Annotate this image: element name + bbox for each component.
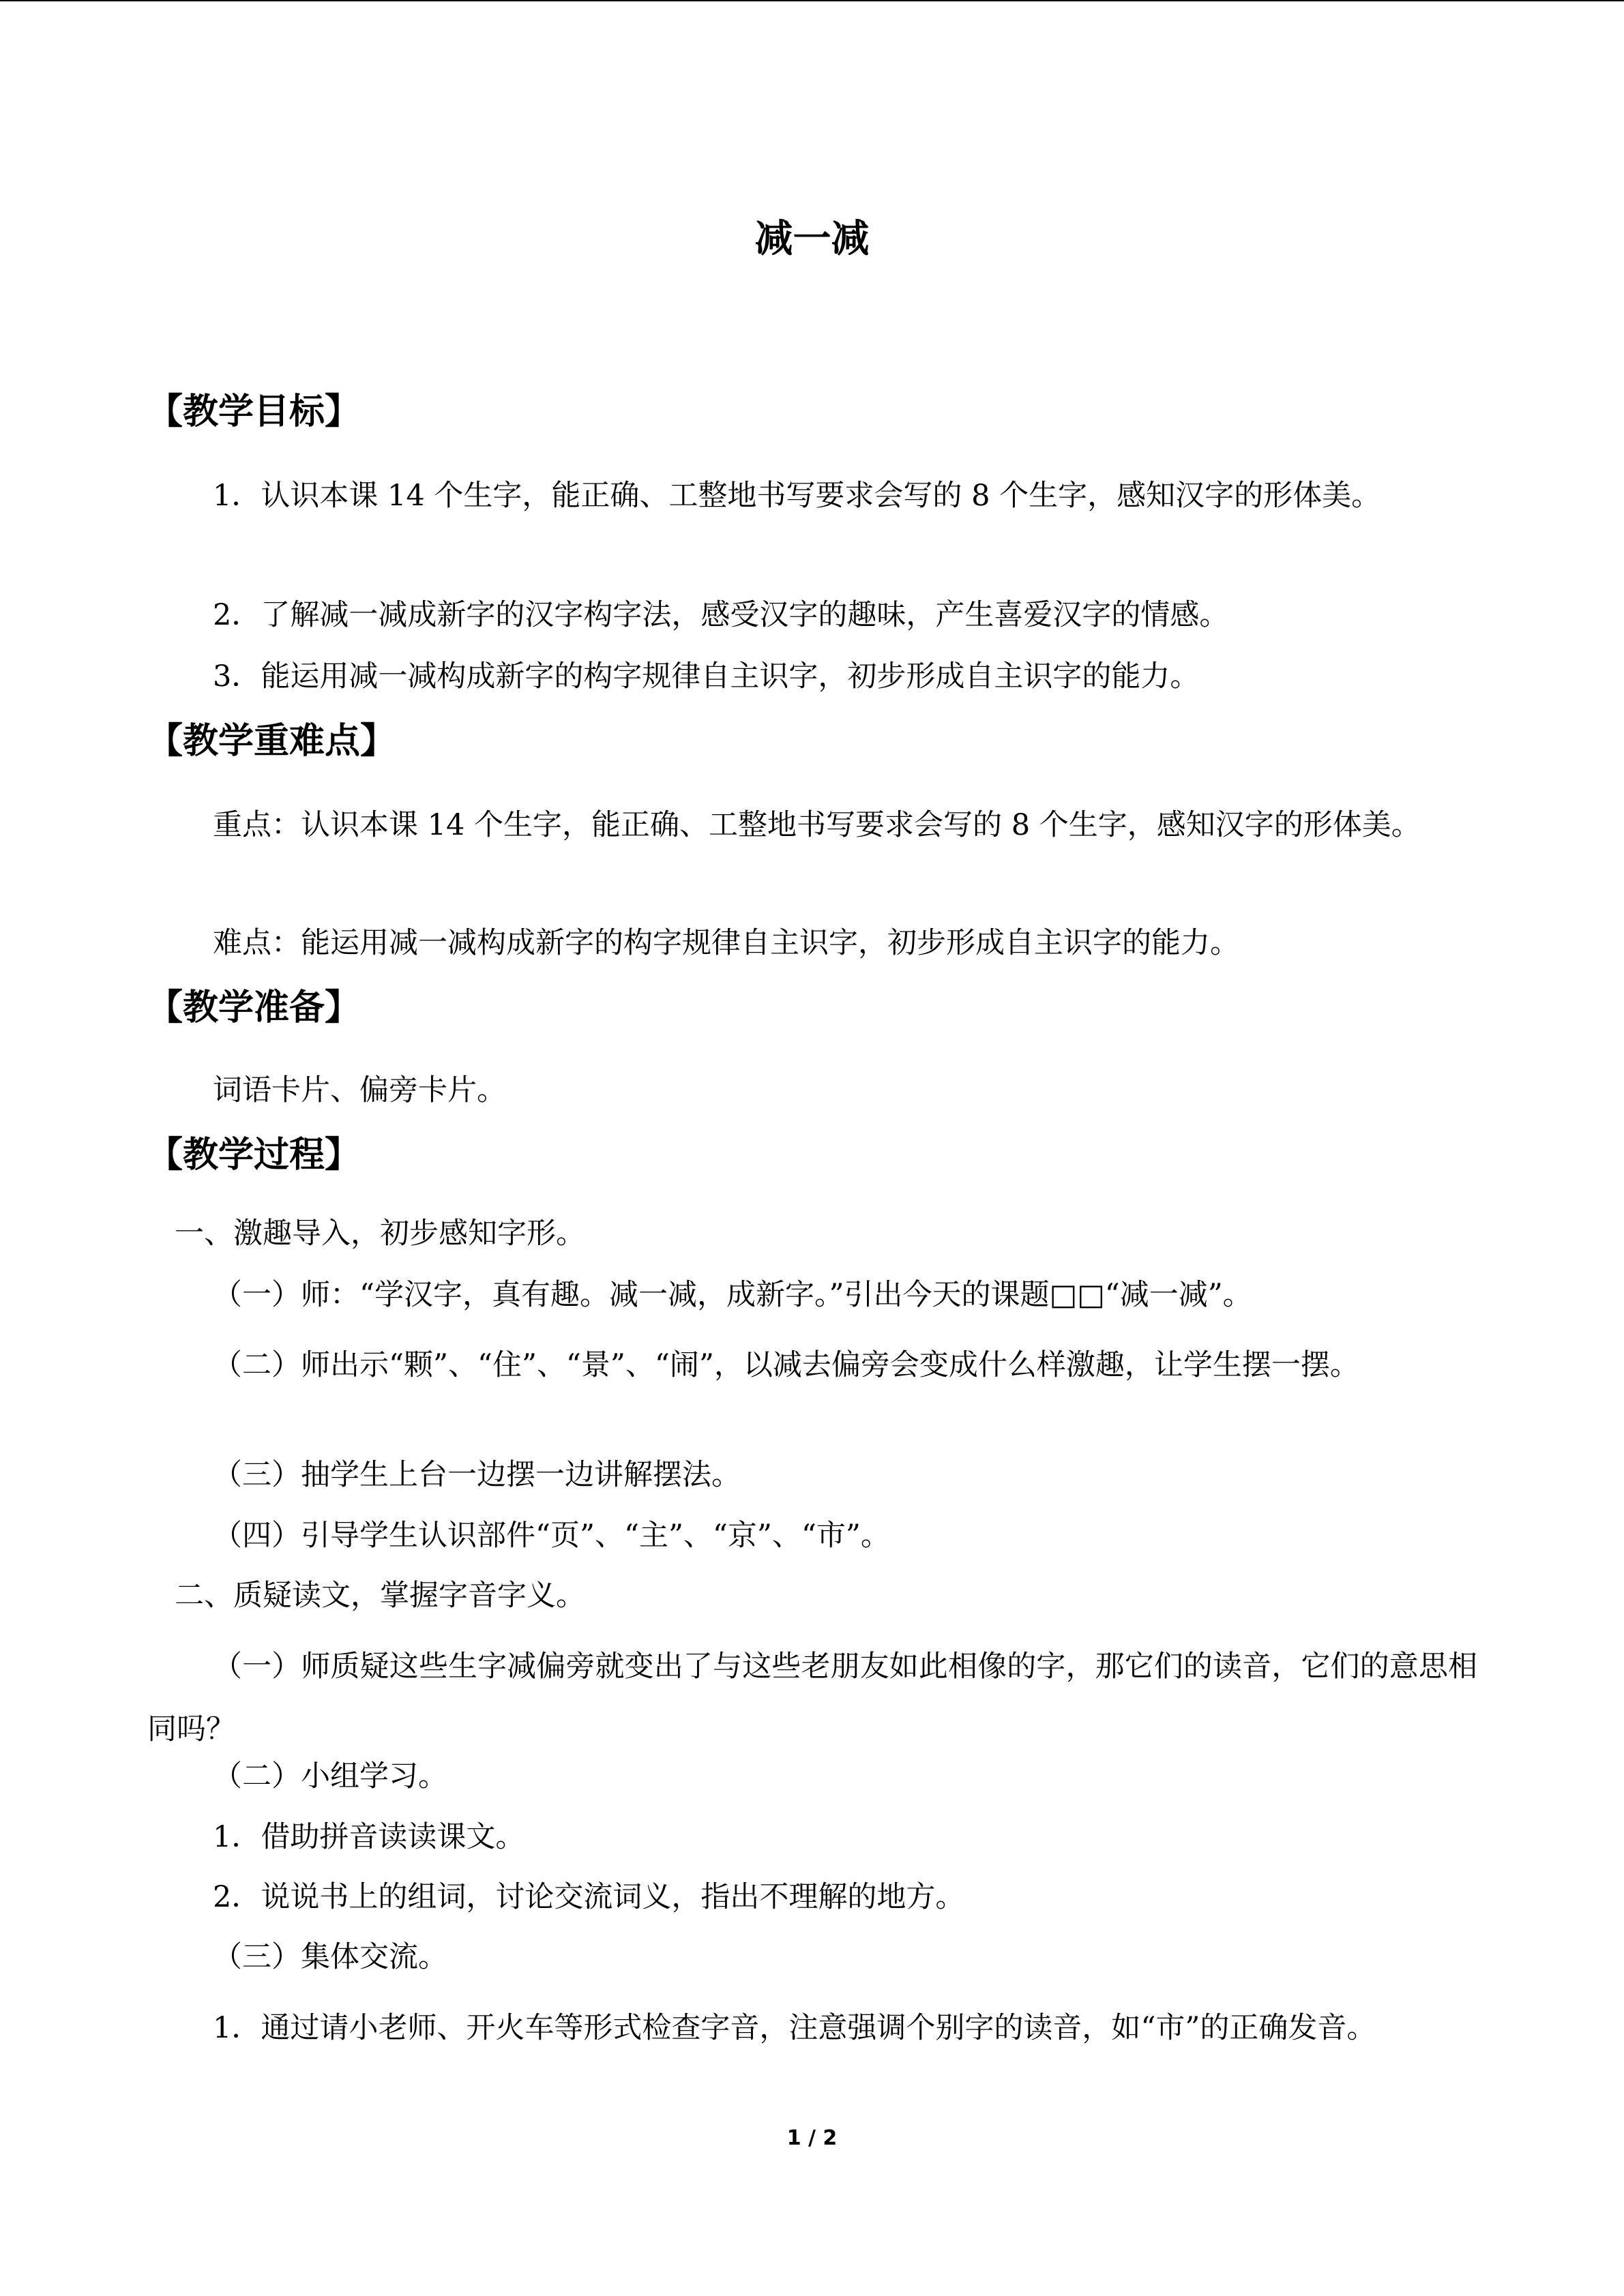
- objective-item-3: 3．能运用减一减构成新字的构字规律自主识字，初步形成自主识字的能力。: [213, 659, 1200, 694]
- section-heading-process: 【教学过程】: [147, 1135, 361, 1176]
- process-item-12: 1．通过请小老师、开火车等形式检查字音，注意强调个别字的读音，如“市”的正确发音。: [213, 2011, 1376, 2045]
- section-heading-key-points: 【教学重难点】: [147, 721, 396, 762]
- section-heading-preparation: 【教学准备】: [147, 987, 361, 1028]
- process-item-11: （三）集体交流。: [213, 1940, 447, 1974]
- preparation-item-1: 词语卡片、偏旁卡片。: [213, 1073, 506, 1107]
- process-item-5: （四）引导学生认识部件“页”、“主”、“京”、“市”。: [213, 1519, 890, 1553]
- process-item-7: （一）师质疑这些生字减偏旁就变出了与这些老朋友如此相像的字，那它们的读音，它们的意思相同吗？: [147, 1650, 1477, 1746]
- section-heading-objectives: 【教学目标】: [147, 391, 361, 432]
- process-item-9: 1．借助拼音读读课文。: [213, 1820, 525, 1854]
- objective-item-1: 1．认识本课 14 个生字，能正确、工整地书写要求会写的 8 个生字，感知汉字的形体美。: [213, 479, 1381, 513]
- process-item-3: （二）师出示“颗”、“住”、“景”、“闹”，以减去偏旁会变成什么样激趣，让学生摆一摆。: [213, 1348, 1359, 1382]
- process-item-8: （二）小组学习。: [213, 1759, 447, 1793]
- process-item-4: （三）抽学生上台一边摆一边讲解摆法。: [213, 1458, 741, 1492]
- page-number: 1 / 2: [786, 2126, 838, 2150]
- process-item-6: 二、质疑读文，掌握字音字义。: [175, 1579, 585, 1613]
- key-point-item-2: 难点：能运用减一减构成新字的构字规律自主识字，初步形成自主识字的能力。: [213, 926, 1239, 960]
- process-item-10: 2．说说书上的组词，讨论交流词义，指出不理解的地方。: [213, 1880, 965, 1914]
- key-point-item-1: 重点：认识本课 14 个生字，能正确、工整地书写要求会写的 8 个生字，感知汉字的形体美。: [213, 808, 1421, 842]
- process-item-1: 一、激趣导入，初步感知字形。: [175, 1217, 585, 1251]
- page-top-border: [0, 0, 1624, 1]
- process-item-2: （一）师：“学汉字，真有趣。减一减，成新字。”引出今天的课题□□“减一减”。: [213, 1278, 1252, 1312]
- objective-item-2: 2．了解减一减成新字的汉字构字法，感受汉字的趣味，产生喜爱汉字的情感。: [213, 598, 1229, 632]
- document-title: 减一减: [754, 217, 870, 261]
